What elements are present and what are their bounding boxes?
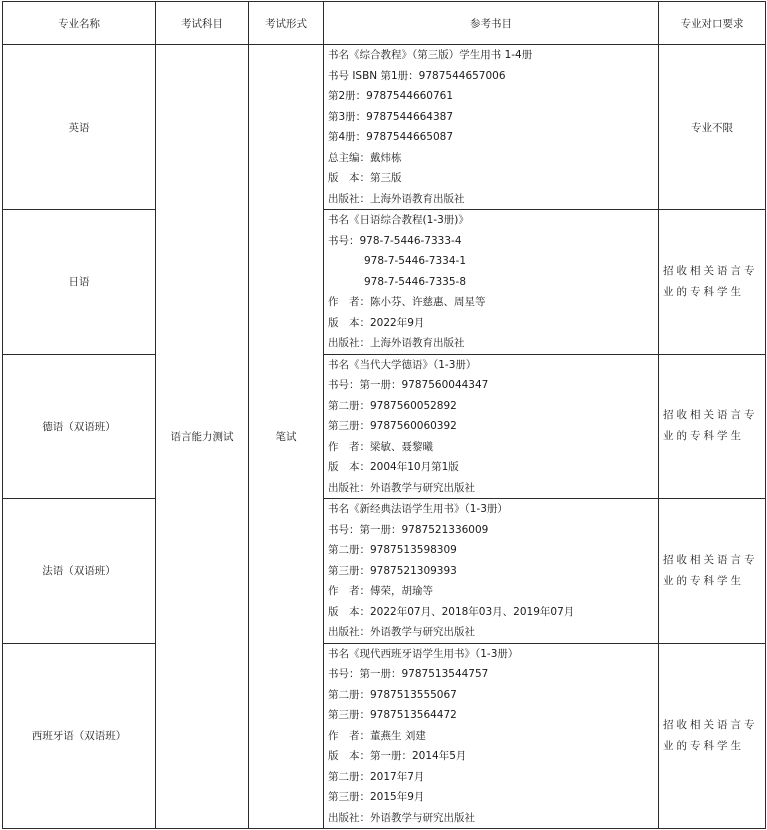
books-cell [324, 45, 659, 210]
book-line: 版 本：2004年10月第1版 [328, 461, 459, 473]
book-line: 书名《当代大学德语》（1-3册） [328, 358, 477, 371]
requirement-cell [659, 210, 766, 355]
major-cell: 西班牙语（双语班） [3, 643, 156, 829]
header-row [3, 2, 766, 45]
major-cell: 英语 [3, 45, 156, 210]
table-row [3, 354, 766, 499]
table-row [3, 499, 766, 644]
header-form: 考试形式 [249, 2, 324, 45]
header-books: 参考书目 [324, 2, 659, 45]
requirement-text: 招收相关语言专业的专科学生 [663, 553, 758, 587]
book-line: 书号 ISBN 第1册：9787544657006 [328, 69, 506, 82]
requirement-cell [659, 643, 766, 829]
major-cell: 法语（双语班） [3, 499, 156, 644]
books-cell [324, 643, 659, 829]
book-line: 作 者：董燕生 刘建 [328, 729, 426, 742]
book-line: 出版社：上海外语教育出版社 [328, 192, 465, 205]
book-line: 作 者：陈小芬、许慈惠、周星等 [328, 296, 486, 308]
book-line: 第三册：2015年9月 [328, 791, 425, 803]
book-line: 书名《日语综合教程(1-3册)》 [328, 214, 469, 226]
book-line: 版 本：2022年07月、2018年03月、2019年07月 [328, 605, 575, 618]
requirement-text: 招收相关语言专业的专科学生 [663, 718, 758, 752]
book-line: 书号：第一册：9787560044347 [328, 379, 489, 391]
books-cell [324, 354, 659, 499]
book-line: 第二册：9787513555067 [328, 688, 457, 701]
book-line: 出版社：外语教学与研究出版社 [328, 626, 475, 638]
book-line: 出版社：外语教学与研究出版社 [328, 811, 475, 824]
book-line: 第二册：9787513598309 [328, 544, 457, 556]
table-row [3, 210, 766, 355]
book-line: 版 本：第一册：2014年5月 [328, 750, 467, 762]
books-cell [324, 210, 659, 355]
header-subject: 考试科目 [156, 2, 249, 45]
book-line: 书号：978-7-5446-7333-4 [328, 234, 462, 247]
header-requirement: 专业对口要求 [659, 2, 766, 45]
table-row [3, 45, 766, 210]
subject-cell: 语言能力测试 [156, 45, 249, 829]
major-cell: 日语 [3, 210, 156, 355]
books-cell [324, 499, 659, 644]
book-line: 出版社：上海外语教育出版社 [328, 337, 465, 349]
requirement-cell [659, 45, 766, 210]
book-line: 978-7-5446-7335-8 [364, 275, 467, 288]
book-line: 总主编：戴炜栋 [328, 151, 402, 164]
table-row [3, 643, 766, 829]
book-line: 出版社：外语教学与研究出版社 [328, 481, 475, 494]
book-line: 第二册：2017年7月 [328, 770, 425, 783]
requirement-text: 招收相关语言专业的专科学生 [663, 409, 758, 443]
book-line: 书名《现代西班牙语学生用书》（1-3册） [328, 647, 519, 660]
form-cell: 笔试 [249, 45, 324, 829]
book-line: 版 本：第三版 [328, 172, 402, 184]
book-line: 版 本：2022年9月 [328, 316, 425, 329]
requirement-text: 专业不限 [691, 121, 733, 134]
book-line: 第二册：9787560052892 [328, 399, 457, 412]
book-line: 978-7-5446-7334-1 [364, 255, 467, 267]
book-line: 书号：第一册：9787521336009 [328, 523, 489, 536]
requirement-cell [659, 354, 766, 499]
book-line: 第4册：9787544665087 [328, 131, 454, 143]
requirement-text: 招收相关语言专业的专科学生 [663, 264, 758, 298]
book-line: 书名《综合教程》（第三版）学生用书 1-4册 [328, 49, 533, 61]
requirement-cell [659, 499, 766, 644]
book-line: 第三册：9787560060392 [328, 420, 457, 432]
book-line: 第三册：9787513564472 [328, 709, 457, 721]
book-line: 作 者：傅荣，胡瑜等 [328, 585, 433, 597]
major-cell: 德语（双语班） [3, 354, 156, 499]
book-line: 书号：第一册：9787513544757 [328, 668, 489, 680]
book-line: 第三册：9787521309393 [328, 564, 457, 577]
book-line: 第2册：9787544660761 [328, 90, 454, 102]
book-line: 书名《新经典法语学生用书》（1-3册） [328, 503, 508, 515]
exam-table [2, 1, 766, 829]
header-major: 专业名称 [3, 2, 156, 45]
book-line: 作 者：梁敏、聂黎曦 [328, 440, 433, 453]
book-line: 第3册：9787544664387 [328, 110, 454, 123]
